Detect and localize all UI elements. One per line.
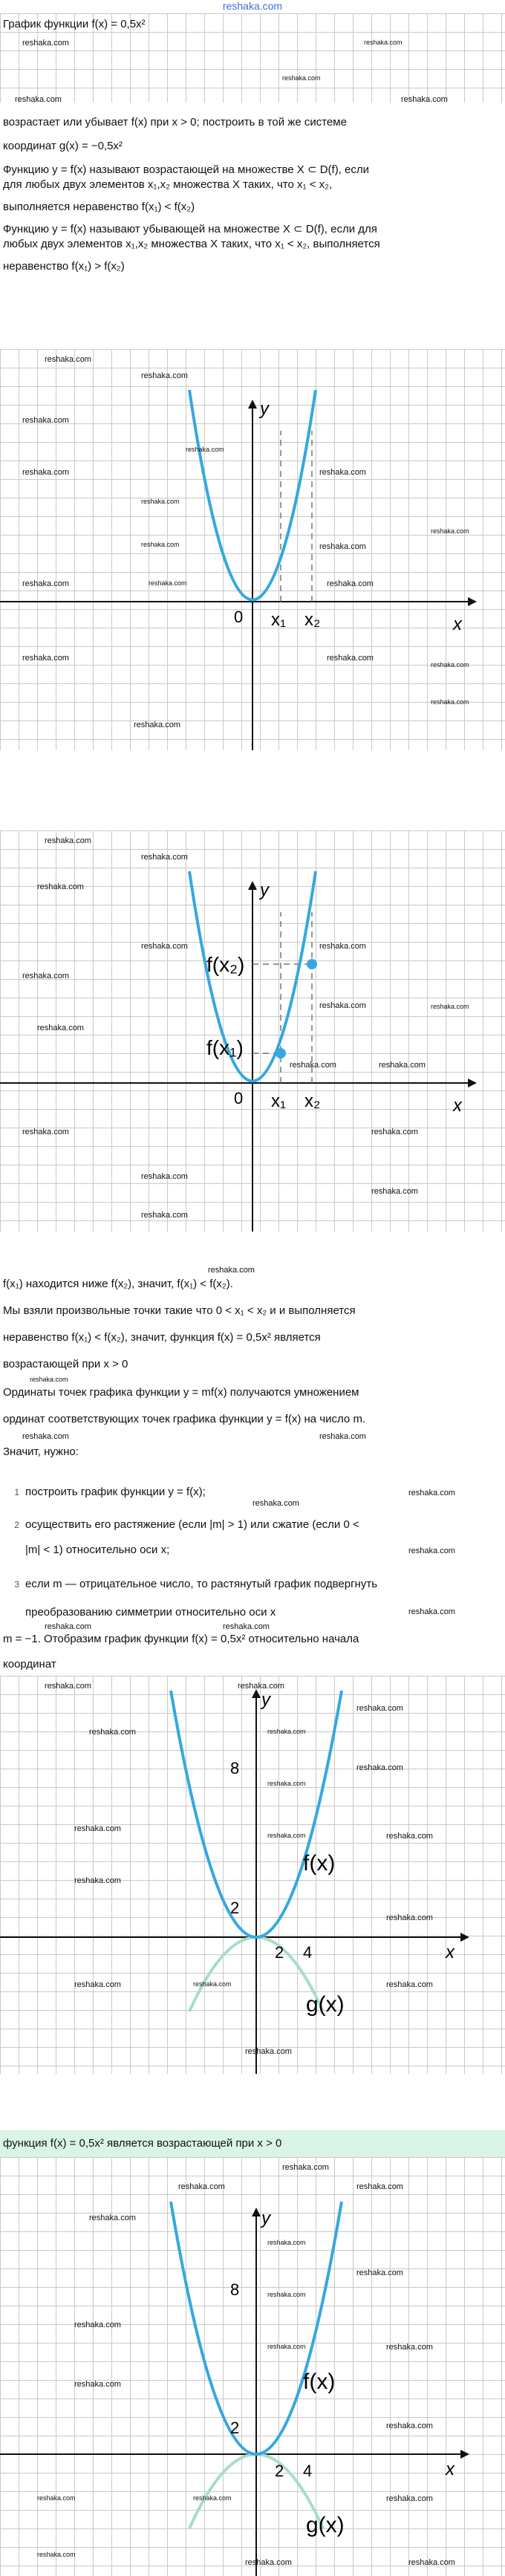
watermark: reshaka.com: [431, 527, 469, 535]
watermark: reshaka.com: [371, 1128, 418, 1136]
watermark: reshaka.com: [431, 698, 469, 706]
x-label: x: [453, 614, 462, 634]
explain-1: f(x₁) находится ниже f(x₂), значит, f(x₁) < f(x₂).: [3, 1278, 233, 1290]
watermark: reshaka.com: [401, 95, 448, 104]
watermark: reshaka.com: [149, 579, 187, 587]
watermark: reshaka.com: [45, 1622, 91, 1631]
watermark: reshaka.com: [386, 1832, 433, 1841]
y-axis-arrow: [248, 400, 257, 409]
def-decreasing-1: Функцию y = f(x) называют убывающей на множестве X ⊂ D(f), если для: [3, 223, 377, 235]
x-label: x: [453, 1096, 462, 1116]
watermark: reshaka.com: [193, 2494, 232, 2502]
watermark: reshaka.com: [37, 1024, 84, 1032]
tick-x-2: 2: [275, 1943, 284, 1962]
graph-4: [0, 2157, 505, 2576]
intro-line-2: возрастает или убывает f(x) при x > 0; построить в той же системе: [3, 116, 347, 129]
tick-y-2: 2: [230, 1899, 240, 1917]
step-text: построить график функции y = f(x);: [25, 1486, 206, 1498]
x2-label: x₂: [304, 1091, 321, 1111]
def-decreasing-3: неравенство f(x₁) > f(x₂): [3, 260, 125, 273]
def-decreasing-2: любых двух элементов x₁,x₂ множества X таких, что x₁ < x₂, выполняется: [3, 238, 380, 250]
graph-1-svg: [0, 349, 505, 750]
x-axis-arrow: [468, 1079, 477, 1087]
watermark: reshaka.com: [45, 355, 91, 364]
watermark: reshaka.com: [386, 2494, 433, 2503]
conclusion-box: [0, 2130, 505, 2157]
fx2-label: f(x₂): [206, 953, 245, 976]
watermark: reshaka.com: [74, 1824, 121, 1833]
after-steps-1: m = −1. Отобразим график функции f(x) = 0,5x² относительно начала: [3, 1633, 359, 1645]
intro-line-3: координат g(x) = −0,5x²: [3, 140, 123, 152]
watermark: reshaka.com: [37, 882, 84, 891]
x1-label: x₁: [271, 610, 287, 630]
watermark: reshaka.com: [267, 1728, 306, 1735]
watermark: reshaka.com: [45, 836, 91, 845]
watermark: reshaka.com: [267, 2239, 306, 2246]
step-3: [0, 1578, 499, 1591]
watermark: reshaka.com: [282, 2163, 329, 2172]
origin-label: 0: [234, 608, 244, 626]
g-label: g(x): [306, 1992, 345, 2017]
tick-x-2: 2: [275, 2462, 284, 2480]
watermark: reshaka.com: [141, 1211, 188, 1220]
watermark: reshaka.com: [238, 1682, 284, 1691]
step-text: |m| < 1) относительно оси x;: [25, 1544, 170, 1556]
watermark: reshaka.com: [22, 468, 69, 477]
watermark: reshaka.com: [327, 654, 374, 663]
watermark: reshaka.com: [245, 2047, 292, 2056]
watermark: reshaka.com: [15, 95, 62, 104]
watermark: reshaka.com: [186, 446, 224, 453]
intro-line-1: График функции f(x) = 0,5x²: [3, 18, 146, 30]
f-label: f(x): [303, 1851, 336, 1876]
graph-3-svg: [0, 1676, 505, 2074]
def-increasing-1: Функцию y = f(x) называют возрастающей на множестве X ⊂ D(f), если: [3, 163, 369, 176]
def-increasing-3: выполняется неравенство f(x₁) < f(x₂): [3, 201, 195, 213]
watermark: reshaka.com: [356, 1763, 403, 1772]
watermark: reshaka.com: [141, 498, 180, 505]
tick-y-8: 8: [230, 1759, 240, 1777]
graph-2: [0, 830, 505, 1232]
watermark: reshaka.com: [319, 542, 366, 551]
watermark: reshaka.com: [252, 1499, 299, 1508]
tick-x-4: 4: [303, 1943, 313, 1962]
point-x2: [307, 959, 317, 969]
x1-label: x₁: [271, 1091, 287, 1111]
watermark: reshaka.com: [267, 1832, 306, 1839]
explain-2: Мы взяли произвольные точки такие что 0 < x₁ < x₂ и и выполняется: [3, 1304, 356, 1317]
watermark: reshaka.com: [431, 1003, 469, 1010]
watermark: reshaka.com: [408, 2558, 455, 2567]
watermark: reshaka.com: [141, 1172, 188, 1181]
watermark: reshaka.com: [223, 1622, 270, 1631]
watermark: reshaka.com: [245, 2558, 292, 2567]
y-label: y: [261, 2208, 270, 2228]
watermark: reshaka.com: [193, 1980, 232, 1988]
conclusion-text: функция f(x) = 0,5x² является возрастающей при x > 0: [3, 2137, 282, 2150]
watermark: reshaka.com: [267, 2343, 306, 2350]
watermark: reshaka.com: [356, 2182, 403, 2191]
watermark: reshaka.com: [267, 2291, 306, 2298]
watermark: reshaka.com: [386, 2421, 433, 2430]
watermark: reshaka.com: [74, 2380, 121, 2389]
x2-label: x₂: [304, 610, 321, 630]
x-axis-arrow: [468, 597, 477, 606]
watermark: reshaka.com: [371, 1187, 418, 1196]
y-axis-arrow: [248, 881, 257, 890]
step-2: [0, 1518, 499, 1532]
watermark: reshaka.com: [290, 1061, 336, 1070]
watermark: reshaka.com: [141, 541, 180, 548]
watermark: reshaka.com: [319, 942, 366, 951]
step-text: преобразованию симметрии относительно оси x: [25, 1606, 276, 1619]
step-number: 1: [14, 1487, 19, 1497]
intro-section: [0, 13, 505, 103]
watermark: reshaka.com: [89, 2214, 136, 2222]
explain-7: Значит, нужно:: [3, 1445, 79, 1458]
explain-6: ординат соответствующих точек графика функции y = f(x) на число m.: [3, 1413, 366, 1425]
watermark: reshaka.com: [134, 721, 180, 729]
watermark: reshaka.com: [319, 1432, 366, 1441]
watermark: reshaka.com: [74, 1876, 121, 1885]
y-axis-arrow: [252, 2208, 261, 2216]
watermark: reshaka.com: [282, 74, 321, 82]
tick-y-8: 8: [230, 2280, 240, 2299]
watermark: reshaka.com: [74, 2320, 121, 2329]
watermark: reshaka.com: [327, 579, 374, 588]
tick-y-2: 2: [230, 2419, 240, 2437]
watermark: reshaka.com: [319, 468, 366, 477]
watermark: reshaka.com: [141, 942, 188, 951]
watermark: reshaka.com: [45, 1682, 91, 1691]
watermark: reshaka.com: [319, 1001, 366, 1010]
watermark: reshaka.com: [364, 39, 403, 46]
watermark: reshaka.com: [408, 1607, 455, 1616]
tick-x-4: 4: [303, 2462, 313, 2480]
watermark: reshaka.com: [22, 39, 69, 48]
step-text: если m — отрицательное число, то растянутый график подвергнуть: [25, 1578, 378, 1590]
watermark: reshaka.com: [141, 853, 188, 862]
watermark: reshaka.com: [37, 2494, 76, 2502]
step-text: осуществить его растяжение (если |m| > 1) или сжатие (если 0 <: [25, 1518, 359, 1531]
x-label: x: [446, 2459, 454, 2479]
watermark: reshaka.com: [22, 1128, 69, 1136]
graph-4-svg: [0, 2157, 505, 2576]
watermark: reshaka.com: [30, 1376, 68, 1383]
watermark: reshaka.com: [22, 972, 69, 980]
watermark: reshaka.com: [408, 1546, 455, 1555]
watermark: reshaka.com: [208, 1266, 255, 1275]
x-axis-arrow: [460, 1933, 469, 1942]
step-number: 3: [14, 1579, 19, 1590]
f-label: f(x): [303, 2370, 336, 2394]
watermark: reshaka.com: [386, 1913, 433, 1922]
y-label: y: [260, 880, 269, 900]
watermark: reshaka.com: [356, 1704, 403, 1713]
after-steps-2: координат: [3, 1658, 56, 1671]
explain-5: Ординаты точек графика функции y = mf(x) получаются умножением: [3, 1386, 359, 1399]
watermark: reshaka.com: [408, 1489, 455, 1497]
watermark: reshaka.com: [356, 2268, 403, 2277]
y-label: y: [260, 399, 269, 419]
x-label: x: [446, 1942, 454, 1962]
explain-3: неравенство f(x₁) < f(x₂), значит, функция f(x) = 0,5x² является: [3, 1331, 321, 1344]
fx1-label: f(x₁): [206, 1036, 244, 1059]
graph-1: [0, 349, 505, 750]
watermark: reshaka.com: [386, 1980, 433, 1989]
y-label: y: [261, 1690, 270, 1710]
watermark: reshaka.com: [22, 1432, 69, 1441]
watermark: reshaka.com: [267, 1780, 306, 1787]
watermark: reshaka.com: [178, 2182, 225, 2191]
point-x1: [276, 1048, 286, 1058]
x-axis-arrow: [460, 2450, 469, 2459]
explain-4: возрастающей при x > 0: [3, 1358, 128, 1370]
origin-label: 0: [234, 1089, 244, 1108]
watermark: reshaka.com: [431, 661, 469, 669]
g-label: g(x): [306, 2513, 345, 2537]
watermark: reshaka.com: [74, 1980, 121, 1989]
watermark: reshaka.com: [89, 1728, 136, 1737]
watermark: reshaka.com: [22, 654, 69, 663]
graph-3: [0, 1676, 505, 2074]
watermark: reshaka.com: [22, 579, 69, 588]
watermark: reshaka.com: [379, 1061, 426, 1070]
step-number: 2: [14, 1520, 19, 1530]
site-header[interactable]: reshaka.com: [222, 0, 283, 12]
watermark: reshaka.com: [386, 2343, 433, 2352]
def-increasing-2: для любых двух элементов x₁,x₂ множества X таких, что x₁ < x₂,: [3, 178, 333, 191]
watermark: reshaka.com: [22, 416, 69, 425]
watermark: reshaka.com: [141, 371, 188, 380]
watermark: reshaka.com: [37, 2551, 76, 2558]
